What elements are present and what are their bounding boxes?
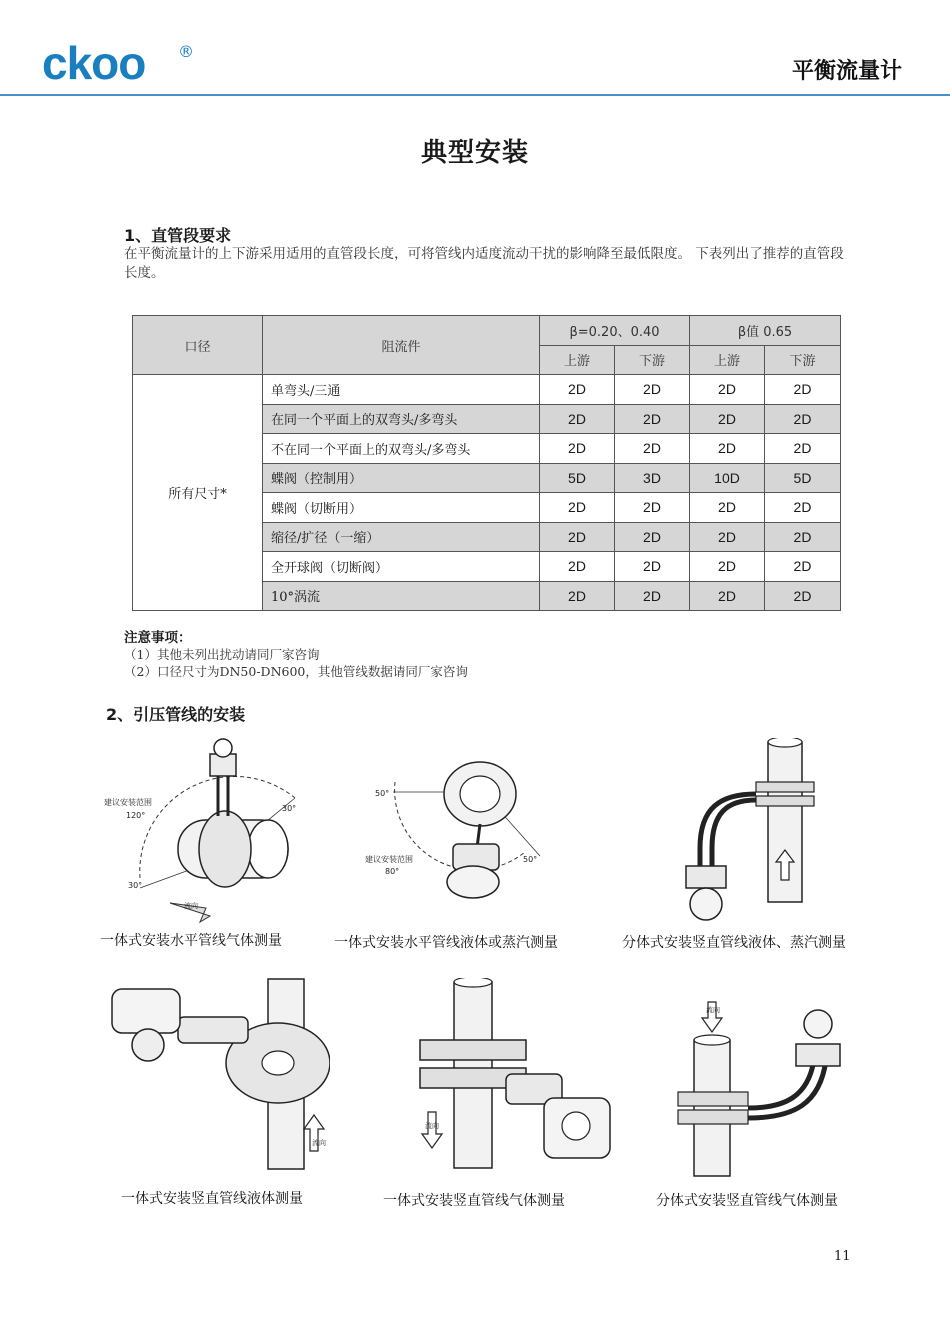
flow-label: 流向 [312, 1139, 326, 1147]
angle-label: 50° [375, 789, 390, 798]
value-cell: 2D [765, 581, 841, 611]
flange [756, 782, 814, 792]
transmitter-body [686, 866, 726, 888]
note-item: （1）其他未列出扰动请同厂家咨询 [124, 647, 320, 662]
section-2-heading: 2、引压管线的安装 [106, 705, 246, 724]
note-item: （2）口径尺寸为DN50-DN600，其他管线数据请同厂家咨询 [124, 664, 468, 679]
transmitter-head [562, 1112, 590, 1140]
flow-label: 流向 [184, 902, 198, 910]
value-cell: 2D [615, 522, 690, 552]
straight-pipe-table [132, 315, 841, 611]
brand-logo: ckoo [42, 37, 146, 89]
pipe-end [768, 738, 802, 747]
range-label: 建议安装范围 [104, 798, 152, 807]
value-cell: 2D [540, 375, 615, 405]
pipe-shape [694, 1040, 730, 1176]
figure-caption: 分体式安装竖直管线液体、蒸汽测量 [622, 935, 846, 951]
header-obstruction: 阻流件 [263, 316, 540, 375]
impulse-line [712, 800, 756, 868]
flow-label: 流向 [425, 1122, 439, 1130]
angle-label: 50° [523, 855, 538, 864]
header-divider [0, 94, 950, 96]
angle-label: 30° [128, 881, 143, 890]
figure-caption: 一体式安装水平管线气体测量 [100, 933, 282, 949]
value-cell: 2D [690, 434, 765, 464]
value-cell: 2D [690, 375, 765, 405]
obstruction-name: 单弯头/三通 [263, 375, 540, 405]
transmitter-body [796, 1044, 840, 1066]
figure-vertical-integral-gas [410, 978, 620, 1174]
value-cell: 2D [540, 522, 615, 552]
range-value: 120° [126, 811, 146, 820]
value-cell: 2D [540, 552, 615, 582]
value-cell: 2D [765, 493, 841, 523]
flange [678, 1110, 748, 1124]
header-beta-group-b: β值 0.65 [690, 316, 841, 346]
obstruction-name: 全开球阀（切断阀） [263, 552, 540, 582]
obstruction-name: 不在同一个平面上的双弯头/多弯头 [263, 434, 540, 464]
flow-arrow [422, 1112, 442, 1148]
figure-horizontal-liquid-steam [365, 742, 555, 902]
angle-label: 30° [282, 804, 297, 813]
value-cell: 2D [765, 434, 841, 464]
value-cell: 2D [690, 552, 765, 582]
value-cell: 2D [690, 522, 765, 552]
value-cell: 2D [690, 404, 765, 434]
obstruction-name: 在同一个平面上的双弯头/多弯头 [263, 404, 540, 434]
value-cell: 2D [765, 404, 841, 434]
header-beta-group-a: β=0.20、0.40 [540, 316, 690, 346]
table-row [133, 375, 841, 405]
value-cell: 2D [615, 493, 690, 523]
manifold [178, 1017, 248, 1043]
page-number: 11 [834, 1249, 851, 1264]
value-cell: 2D [615, 404, 690, 434]
size-cell: 所有尺寸* [133, 375, 263, 611]
figure-vertical-remote-liquid [660, 738, 850, 928]
value-cell: 2D [615, 375, 690, 405]
transmitter-head [132, 1029, 164, 1061]
value-cell: 2D [615, 434, 690, 464]
value-cell: 2D [765, 375, 841, 405]
registered-mark: ® [178, 42, 194, 61]
page-title: 典型安装 [420, 138, 529, 168]
figure-horizontal-gas [100, 738, 320, 924]
obstruction-name: 蝶阀（控制用） [263, 463, 540, 493]
flow-label: 流向 [706, 1006, 720, 1014]
value-cell: 5D [765, 463, 841, 493]
obstruction-name: 蝶阀（切断用） [263, 493, 540, 523]
figure-caption: 一体式安装竖直管线气体测量 [383, 1193, 565, 1209]
flange [420, 1040, 526, 1060]
pipe-end [454, 978, 492, 987]
flange [756, 796, 814, 806]
pipe-bore [262, 1051, 294, 1075]
transmitter-head [214, 739, 232, 757]
figure-vertical-remote-gas [668, 1000, 868, 1180]
figure-caption: 分体式安装竖直管线气体测量 [656, 1193, 838, 1209]
value-cell: 2D [690, 581, 765, 611]
value-cell: 10D [690, 463, 765, 493]
flange [199, 811, 251, 887]
value-cell: 2D [765, 552, 841, 582]
obstruction-name: 缩径/扩径（一缩） [263, 522, 540, 552]
header-downstream-b: 下游 [765, 345, 841, 375]
figure-caption: 一体式安装水平管线液体或蒸汽测量 [334, 935, 558, 951]
transmitter-head [690, 888, 722, 920]
figure-caption: 一体式安装竖直管线液体测量 [121, 1191, 303, 1207]
header-upstream-b: 上游 [690, 345, 765, 375]
section-1-intro: 在平衡流量计的上下游采用适用的直管段长度，可将管线内适度流动干扰的影响降至最低限度。 下表列出了推荐的直管段长度。 [124, 246, 844, 281]
pipe-end [248, 820, 288, 878]
document-title: 平衡流量计 [791, 59, 902, 84]
transmitter-head [804, 1010, 832, 1038]
flange [678, 1092, 748, 1106]
value-cell: 3D [615, 463, 690, 493]
range-label: 建议安装范围 [365, 855, 413, 864]
value-cell: 2D [615, 581, 690, 611]
obstruction-name: 10°涡流 [263, 581, 540, 611]
header-downstream-a: 下游 [615, 345, 690, 375]
header-upstream-a: 上游 [540, 345, 615, 375]
value-cell: 2D [690, 493, 765, 523]
transmitter-body [112, 989, 180, 1033]
value-cell: 2D [615, 552, 690, 582]
value-cell: 2D [540, 493, 615, 523]
value-cell: 2D [765, 522, 841, 552]
range-value: 80° [385, 867, 400, 876]
value-cell: 2D [540, 434, 615, 464]
value-cell: 5D [540, 463, 615, 493]
section-1-heading: 1、直管段要求 [124, 226, 232, 245]
value-cell: 2D [540, 404, 615, 434]
header-diameter: 口径 [133, 316, 263, 375]
transmitter-head [447, 866, 499, 898]
notes-heading: 注意事项： [124, 630, 192, 646]
value-cell: 2D [540, 581, 615, 611]
pipe-end [694, 1035, 730, 1045]
figure-vertical-integral-liquid [108, 975, 330, 1175]
pipe-bore [460, 776, 500, 812]
